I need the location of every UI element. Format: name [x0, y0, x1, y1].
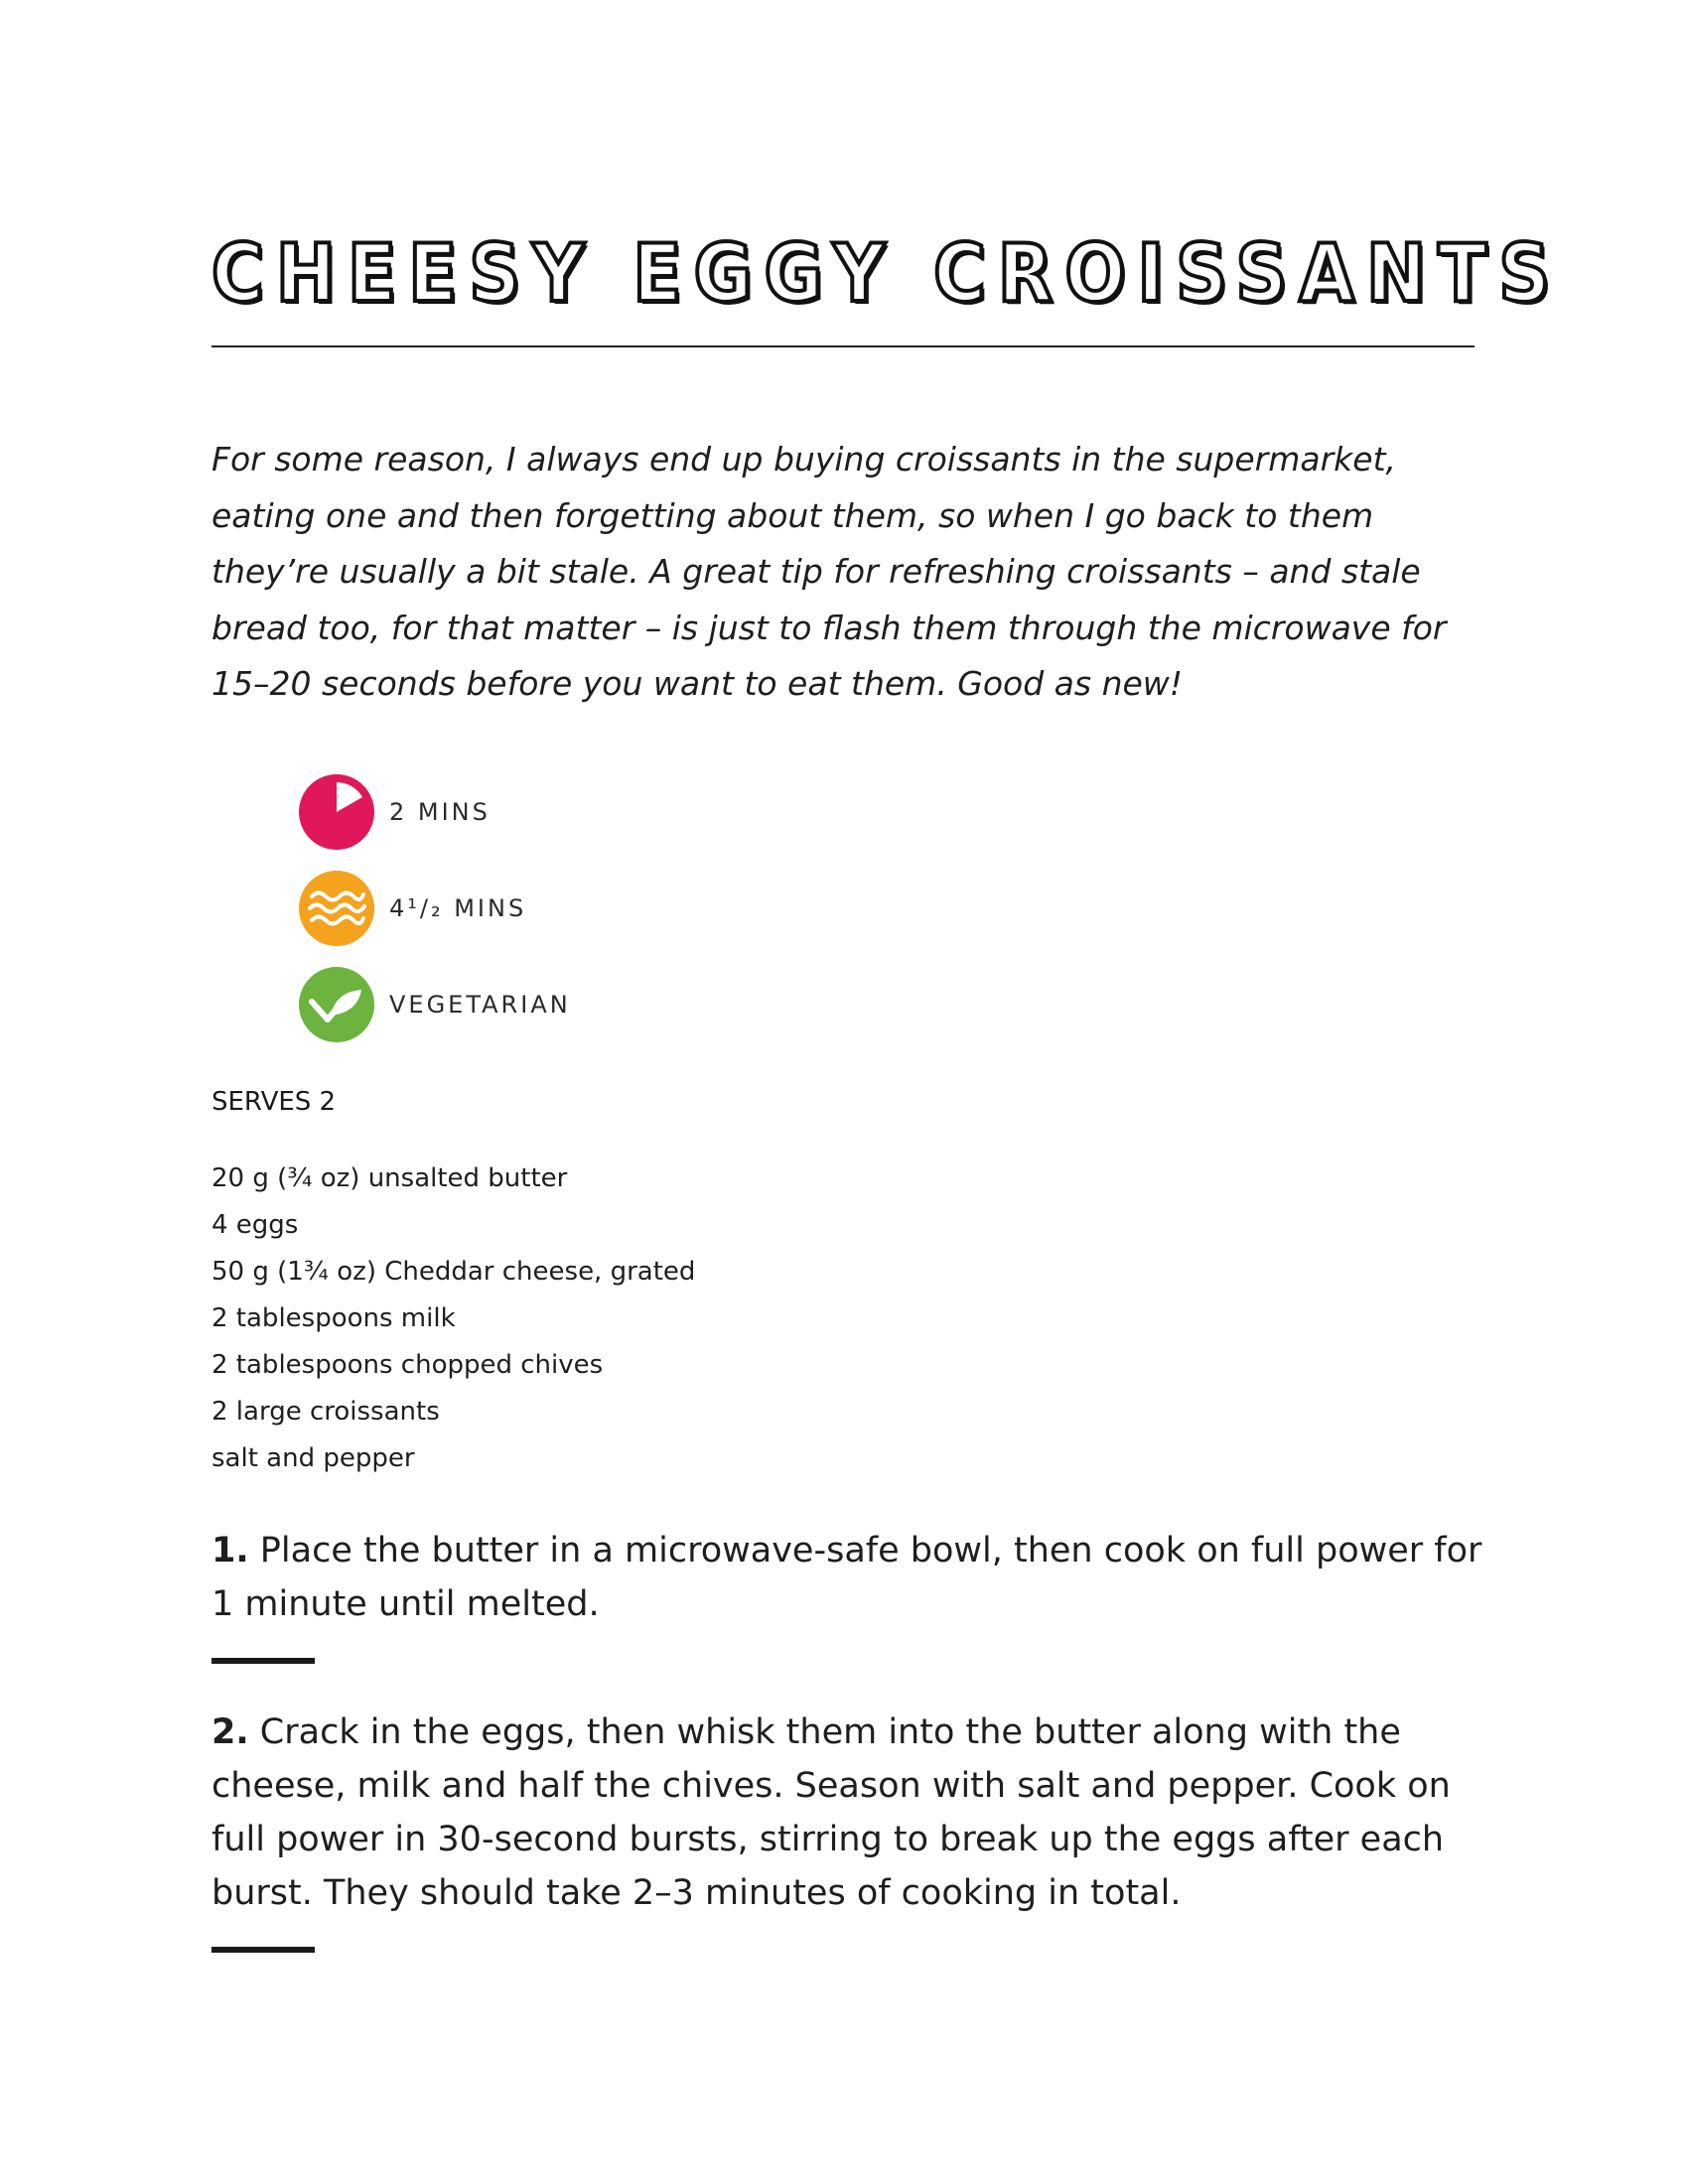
recipe-meta	[298, 772, 571, 1061]
ingredient-item: 2 large croissants	[211, 1397, 440, 1427]
step-divider	[211, 1658, 315, 1664]
diet-vegetarian	[298, 965, 571, 1044]
method-step	[211, 1706, 1492, 1920]
prep-time-clock-icon	[298, 773, 375, 851]
prep-time-label: 2 MINS	[389, 798, 491, 826]
ingredient-list	[211, 1156, 695, 1482]
ingredient-item: 20 g (¾ oz) unsalted butter	[211, 1163, 568, 1193]
serves-count: SERVES 2	[211, 1087, 337, 1117]
step-number: 1.	[211, 1531, 249, 1570]
vegetarian-leaf-icon	[298, 966, 375, 1043]
step-divider	[211, 1947, 315, 1953]
step-text: Place the butter in a microwave-safe bowl, then cook on full power for 1 minute until melted.	[211, 1531, 1482, 1624]
cook-time-label: 4¹/₂ MINS	[389, 894, 527, 922]
prep-time	[298, 772, 571, 852]
ingredient-item: 2 tablespoons chopped chives	[211, 1350, 604, 1380]
recipe-intro: For some reason, I always end up buying croissants in the supermarket, eating one and then forgetting about them, so when I go back to them they’re usually a bit stale. A great tip for refreshing croissants – and stale bread too, for that matter – is just to flash them through the microwave for 15–20 seconds before you want to eat them. Good as new!	[211, 440, 1447, 703]
step-number: 2.	[211, 1712, 249, 1752]
vegetarian-label: VEGETARIAN	[389, 991, 571, 1019]
title-divider	[211, 345, 1475, 347]
cook-time-waves-icon	[298, 870, 375, 947]
ingredient-item: salt and pepper	[211, 1443, 415, 1473]
step-text: Crack in the eggs, then whisk them into the butter along with the cheese, milk and half the chives. Season with salt and pepper. Cook on full power in 30-second bursts, stirring to break up the eggs after each burst. They should take 2–3 minutes of cooking in total.	[211, 1712, 1451, 1913]
recipe-title: CHEESY EGGY CROISSANTS	[211, 227, 1563, 320]
ingredient-item: 4 eggs	[211, 1210, 299, 1240]
ingredient-item: 2 tablespoons milk	[211, 1303, 456, 1333]
cook-time	[298, 869, 571, 948]
ingredient-item: 50 g (1¾ oz) Cheddar cheese, grated	[211, 1257, 696, 1287]
method-step	[211, 1524, 1492, 1631]
